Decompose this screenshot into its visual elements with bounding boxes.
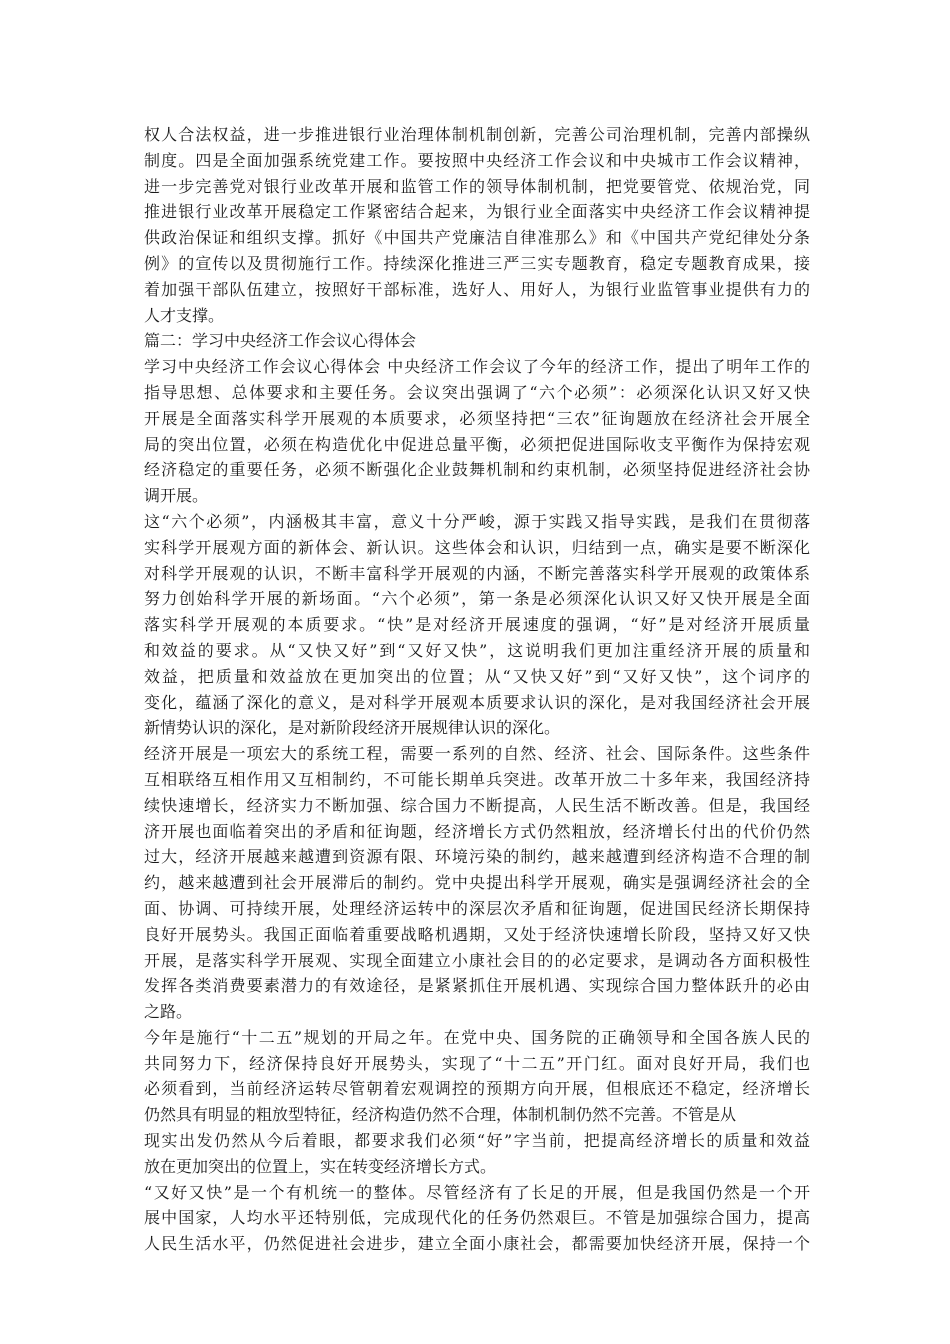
text-line: 经济稳定的重要任务，必须不断强化企业鼓舞机制和约束机制，必须坚持促进经济社会协 [144, 460, 810, 480]
text-line: 互相联络互相作用又互相制约，不可能长期单兵突进。改革开放二十多年来，我国经济持 [144, 769, 810, 789]
text-line: 例》的宣传以及贯彻施行工作。持续深化推进三严三实专题教育，稳定专题教育成果，接 [144, 253, 810, 273]
text-line: 推进银行业改革开展稳定工作紧密结合起来，为银行业全面落实中央经济工作会议精神提 [144, 202, 810, 222]
text-line: 经济开展是一项宏大的系统工程，需要一系列的自然、经济、社会、国际条件。这些条件 [144, 744, 810, 764]
text-line: 仍然具有明显的粗放型特征，经济构造仍然不合理，体制机制仍然不完善。不管是从 [144, 1105, 737, 1125]
text-line: 人才支撑。 [144, 305, 225, 325]
text-line: 和效益的要求。从“又快又好”到“又好又快”，这说明我们更加注重经济开展的质量和 [144, 640, 810, 660]
text-line: 学习中央经济工作会议心得体会 中央经济工作会议了今年的经济工作，提出了明年工作的 [144, 357, 810, 377]
text-line: 现实出发仍然从今后着眼，都要求我们必须“好”字当前，把提高经济增长的质量和效益 [144, 1131, 810, 1151]
text-line: 局的突出位置，必须在构造优化中促进总量平衡，必须把促进国际收支平衡作为保持宏观 [144, 434, 810, 454]
text-line: 进一步完善党对银行业改革开展和监管工作的领导体制机制，把党要管党、依规治党，同 [144, 176, 810, 196]
text-line: 开展，是落实科学开展观、实现全面建立小康社会目的的必定要求，是调动各方面积极性 [144, 950, 810, 970]
text-line: 之路。 [144, 1002, 193, 1022]
text-line: 篇二：学习中央经济工作会议心得体会 [144, 331, 417, 351]
text-line: 努力创始科学开展的新场面。“六个必须”，第一条是必须深化认识又好又快开展是全面 [144, 589, 810, 609]
text-line: 放在更加突出的位置上，实在转变经济增长方式。 [144, 1156, 497, 1176]
text-line: 发挥各类消费要素潜力的有效途径，是紧紧抓住开展机遇、实现综合国力整体跃升的必由 [144, 976, 810, 996]
text-line: 权人合法权益，进一步推进银行业治理体制机制创新，完善公司治理机制，完善内部操纵 [144, 125, 810, 144]
text-line: 展中国家，人均水平还特别低，完成现代化的任务仍然艰巨。不管是加强综合国力，提高 [144, 1208, 810, 1228]
text-line: 济开展也面临着突出的矛盾和征询题，经济增长方式仍然粗放，经济增长付出的代价仍然 [144, 821, 810, 841]
text-line: “又好又快”是一个有机统一的整体。尽管经济有了长足的开展，但是我国仍然是一个开 [144, 1182, 810, 1202]
text-line: 制度。四是全面加强系统党建工作。要按照中央经济工作会议和中央城市工作会议精神， [144, 150, 810, 170]
text-line: 对科学开展观的认识，不断丰富科学开展观的内涵，不断完善落实科学开展观的政策体系 [144, 563, 810, 583]
text-line: 效益，把质量和效益放在更加突出的位置；从“又快又好”到“又好又快”，这个词序的 [144, 666, 810, 686]
text-line: 良好开展势头。我国正面临着重要战略机遇期，又处于经济快速增长阶段，坚持又好又快 [144, 924, 810, 944]
text-line: 约，越来越遭到社会开展滞后的制约。党中央提出科学开展观，确实是强调经济社会的全 [144, 873, 810, 893]
text-line: 必须看到，当前经济运转尽管朝着宏观调控的预期方向开展，但根底还不稳定，经济增长 [144, 1079, 810, 1099]
text-line: 调开展。 [144, 486, 209, 506]
text-line: 新情势认识的深化，是对新阶段经济开展规律认识的深化。 [144, 718, 561, 738]
text-line: 实科学开展观方面的新体会、新认识。这些体会和认识，归结到一点，确实是要不断深化 [144, 537, 810, 557]
text-line: 续快速增长，经济实力不断加强、综合国力不断提高，人民生活不断改善。但是，我国经 [144, 795, 810, 815]
text-line: 着加强干部队伍建立，按照好干部标准，选好人、用好人，为银行业监管事业提供有力的 [144, 279, 810, 299]
text-line: 变化，蕴涵了深化的意义，是对科学开展观本质要求认识的深化，是对我国经济社会开展 [144, 692, 810, 712]
text-line: 供政治保证和组织支撑。抓好《中国共产党廉洁自律准那么》和《中国共产党纪律处分条 [144, 228, 810, 248]
text-line: 过大，经济开展越来越遭到资源有限、环境污染的制约，越来越遭到经济构造不合理的制 [144, 847, 810, 867]
text-line: 今年是施行“十二五”规划的开局之年。在党中央、国务院的正确领导和全国各族人民的 [144, 1027, 810, 1047]
text-line: 这“六个必须”，内涵极其丰富，意义十分严峻，源于实践又指导实践，是我们在贯彻落 [144, 511, 810, 531]
text-line: 指导思想、总体要求和主要任务。会议突出强调了“六个必须”：必须深化认识又好又快 [144, 382, 810, 402]
text-line: 共同努力下，经济保持良好开展势头，实现了“十二五”开门红。面对良好开局，我们也 [144, 1053, 810, 1073]
text-line: 落实科学开展观的本质要求。“快”是对经济开展速度的强调，“好”是对经济开展质量 [144, 615, 810, 635]
document-body [144, 122, 810, 1257]
text-line: 开展是全面落实科学开展观的本质要求，必须坚持把“三农”征询题放在经济社会开展全 [144, 408, 810, 428]
text-line: 面、协调、可持续开展，处理经济运转中的深层次矛盾和征询题，促进国民经济长期保持 [144, 898, 810, 918]
text-line: 人民生活水平，仍然促进社会进步，建立全面小康社会，都需要加快经济开展，保持一个 [144, 1234, 810, 1254]
